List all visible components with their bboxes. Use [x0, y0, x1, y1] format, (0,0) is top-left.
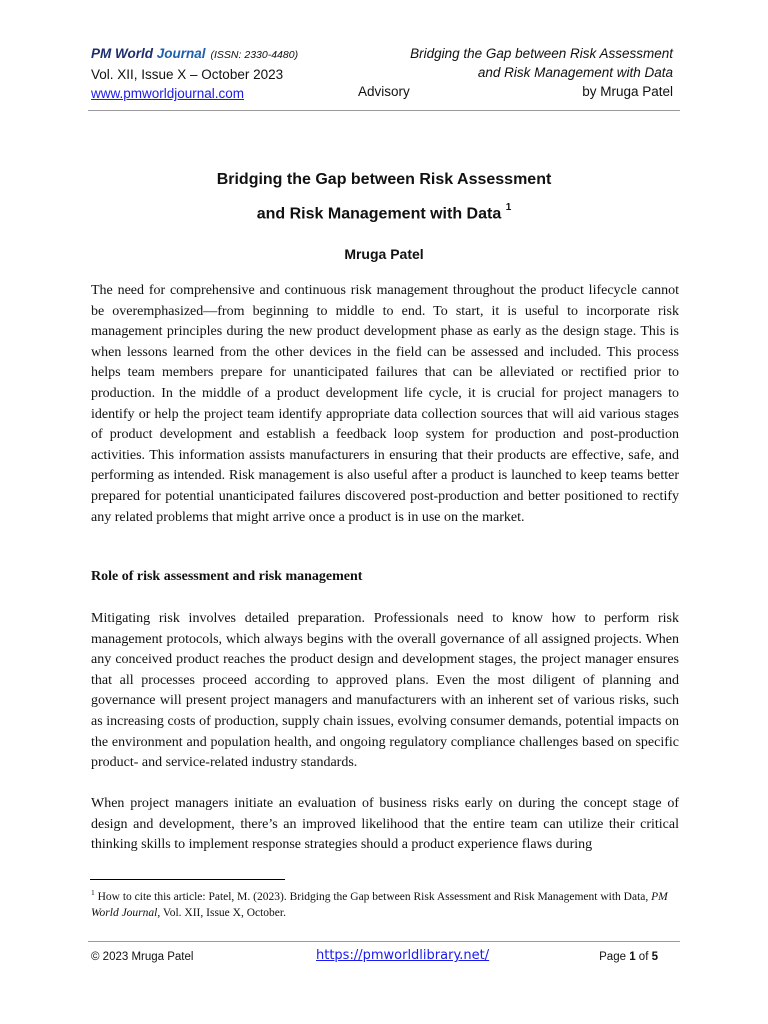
article-title-line2: and Risk Management with Data $^1$ — [256, 202, 512, 223]
journal-masthead — [91, 44, 298, 65]
journal-name: PM World Journal — [91, 46, 206, 61]
title-footnote-marker[interactable]: 1 — [505, 202, 512, 213]
section-heading: Role of risk assessment and risk management — [91, 569, 363, 584]
journal-website-link[interactable]: www.pmworldjournal.com — [91, 86, 245, 101]
header-title-line1: Bridging the Gap between Risk Assessment — [410, 46, 673, 61]
header-divider — [88, 110, 680, 111]
footer-divider — [88, 941, 680, 942]
article-title-line1: Bridging the Gap between Risk Assessment — [216, 171, 552, 188]
footnote-journal: PM World Journal — [91, 890, 668, 919]
header-article-title — [410, 44, 673, 82]
header-byline: by Mruga Patel — [582, 84, 673, 99]
header-title-line2: and Risk Management with Data — [477, 65, 673, 80]
paragraph-evaluation: When project managers initiate an evaluation of business risks early on during the concept stage of design and development, there’s an improved likelihood that the entire team can utilize their critical thinking skills to implement response strategies should a product experience flaws during — [91, 796, 679, 853]
article-author: Mruga Patel — [344, 246, 424, 262]
article-title — [88, 165, 680, 229]
paragraph-intro: The need for comprehensive and continuous risk management throughout the product lifecycle cannot be overemphasized—from beginning to middle to end. To start, it is useful to incorporate risk management principles during the new product development phase as early as the design stage. This is when lessons learned from the other devices in the field can be assessed and included. This process helps team members prepare for unanticipated failures that can be alleviated or rectified prior to production. In the middle of a product development life cycle, it is crucial for project managers to identify or help the project team identify appropriate data collection sources that will aid various stages of product development and establish a feedback loop system for production and post-production activities. This information assists manufacturers in ensuring that their products are effective, safe, and performing as intended. Risk management is also useful after a product is launched to keep teams better prepared for potential unanticipated failures discovered post-production and better positioned to rectify any related problems that might arrive once a product is in use on the market. — [91, 283, 679, 525]
header-left — [91, 44, 298, 103]
paragraph-role: Mitigating risk involves detailed preparation. Professionals need to know how to perform risk management protocols, which always begins with the overall governance of all assigned projects. When any conceived product reaches the product design and development stages, the project manager ensures that all processes proceed according to approved plans. Even the most diligent of planning and governance will present project managers and manufacturers with an inherent set of various risks, such as increasing costs of production, supply chain issues, evolving consumer demands, potential impacts on the environment and population health, and ongoing regulatory compliance challenges based on specific product- and service-related industry standards. — [91, 611, 679, 771]
issn: (ISSN: 2330-4480) — [210, 49, 299, 61]
footnote-text-before: How to cite this article: Patel, M. (2023). Bridging the Gap between Risk Assessment and Risk Management with Data, — [94, 890, 652, 903]
footnote — [91, 885, 679, 921]
footer-copyright: © 2023 Mruga Patel — [91, 951, 194, 963]
footer-library-link[interactable]: https://pmworldlibrary.net/ — [316, 948, 490, 963]
footnote-text-after: , Vol. XII, Issue X, October. — [157, 906, 286, 919]
volume-issue: Vol. XII, Issue X – October 2023 — [91, 67, 284, 82]
footnote-divider — [90, 879, 285, 880]
header-category: Advisory — [358, 84, 410, 99]
footnote-marker: 1 — [91, 888, 95, 897]
page-number: Page 1 of 5 — [599, 951, 658, 963]
